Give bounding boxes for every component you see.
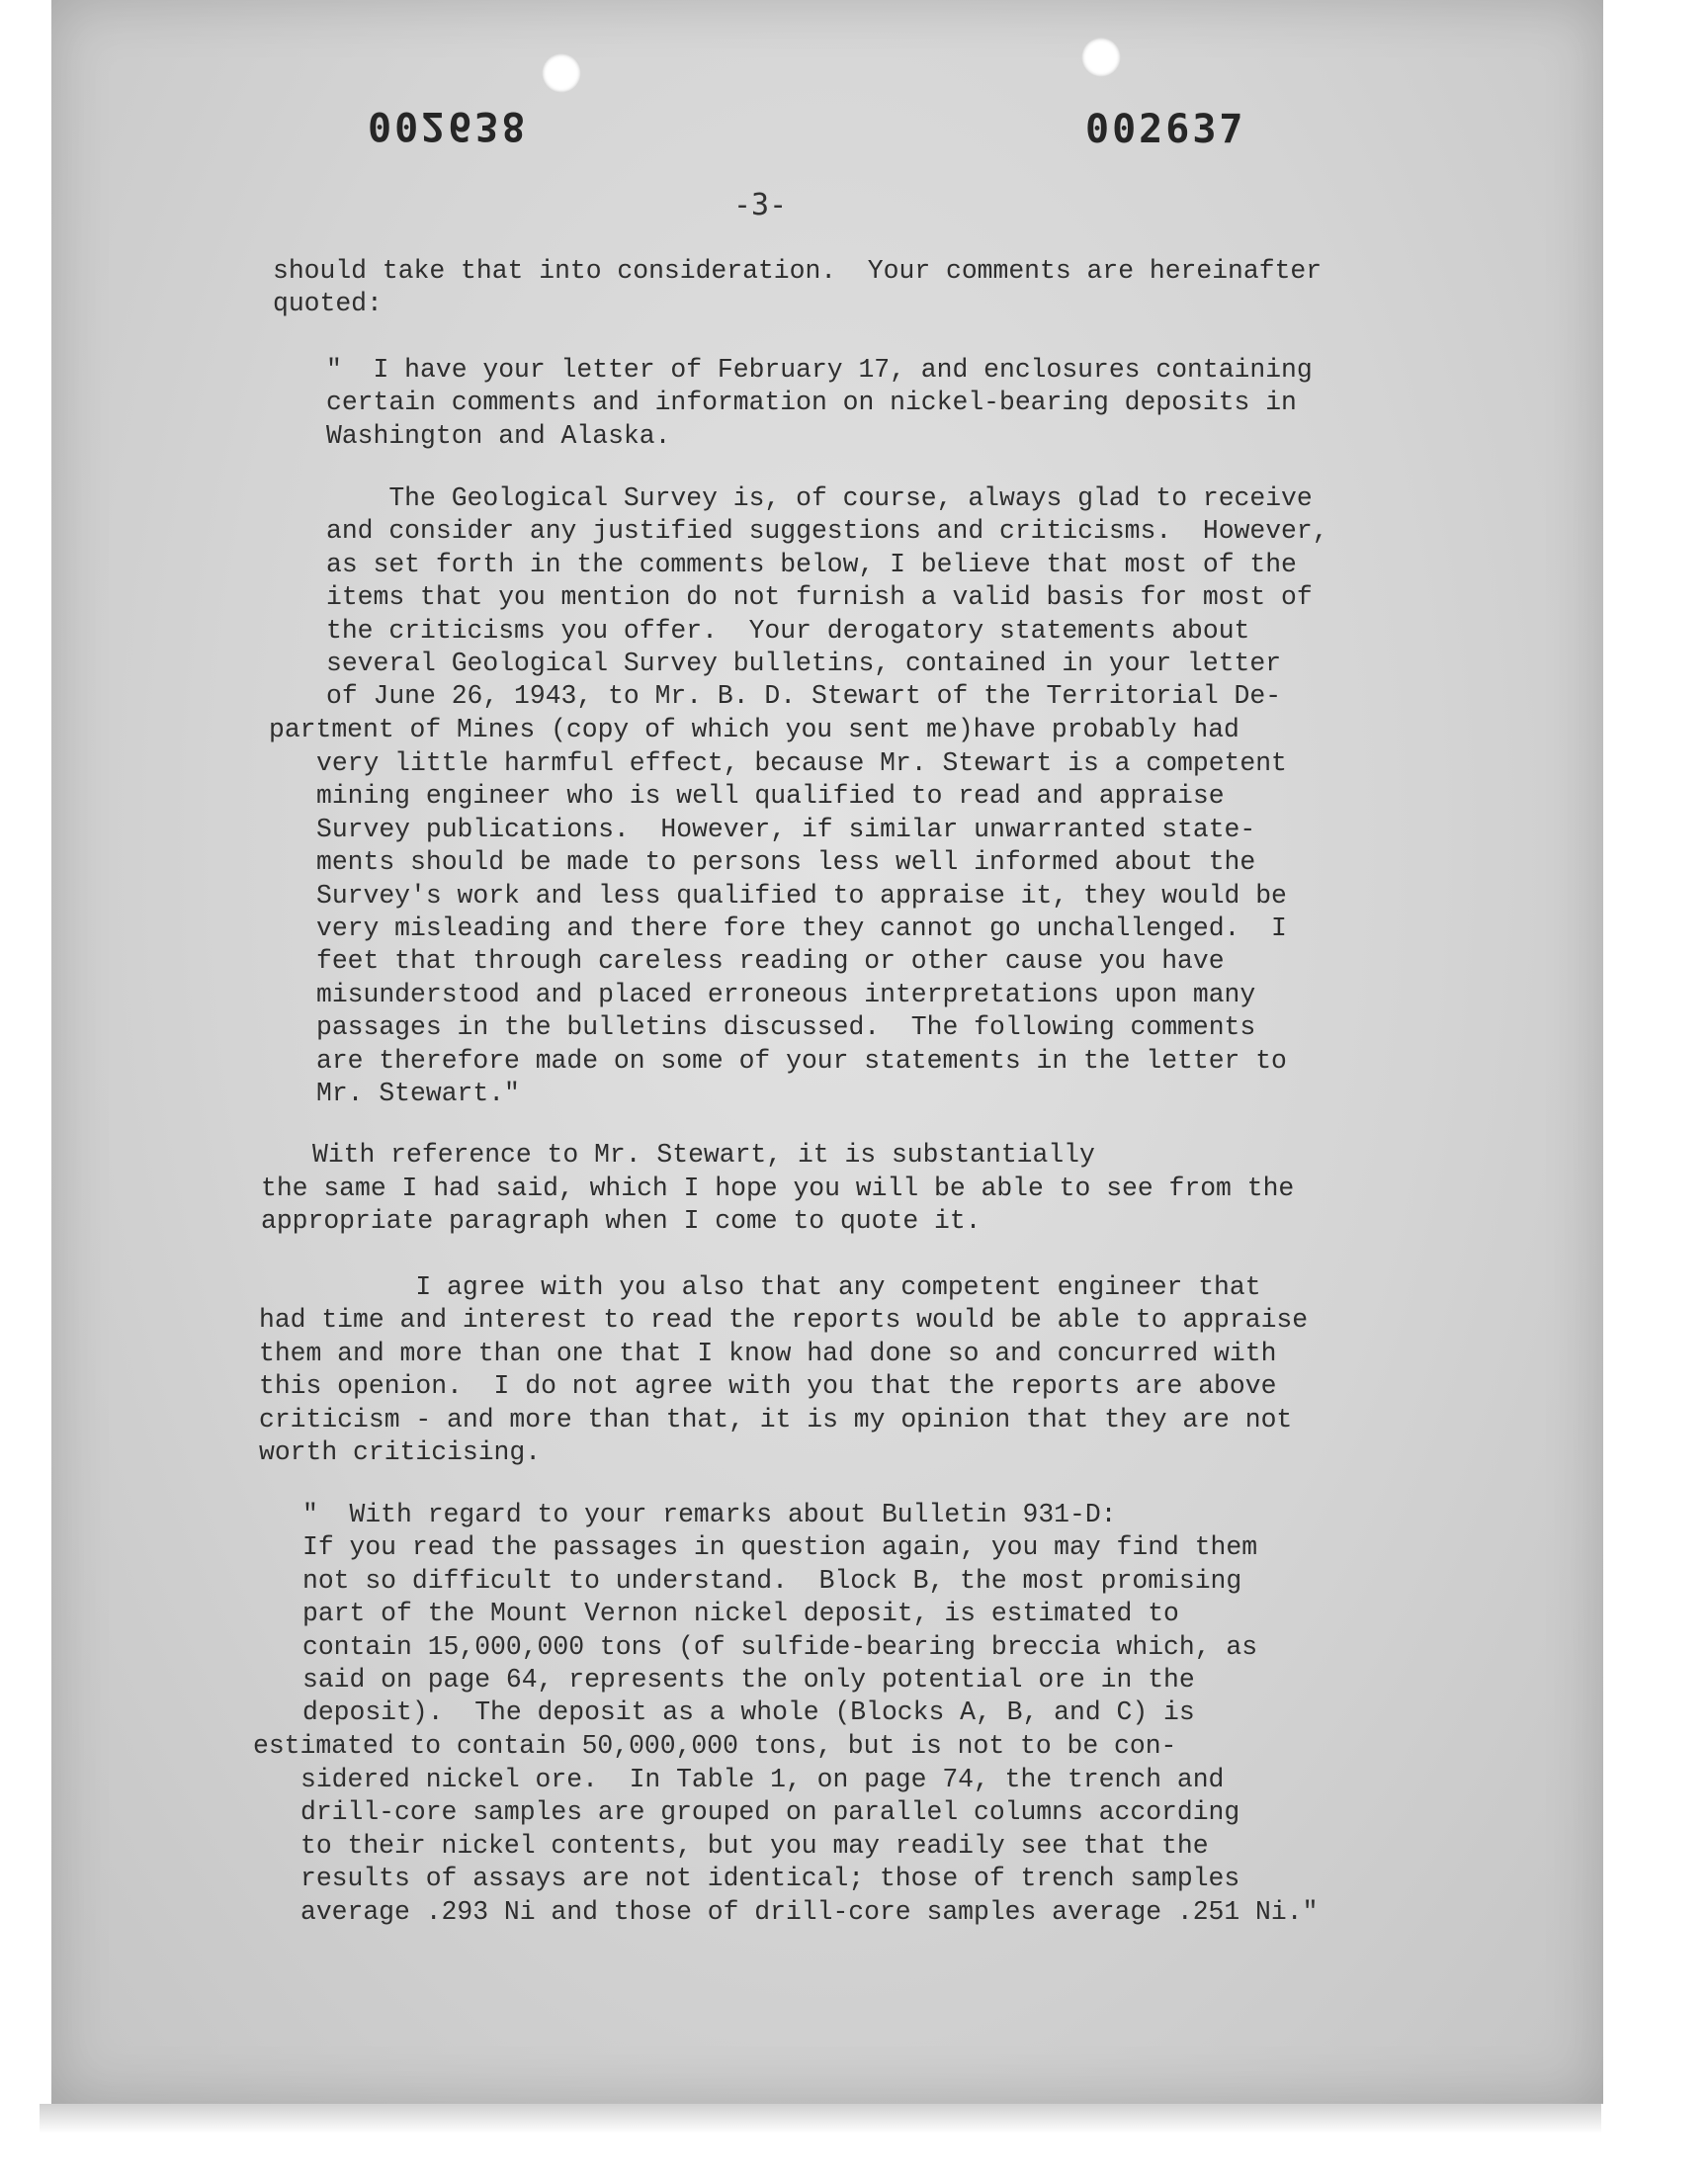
page-number: -3- <box>733 188 788 222</box>
punch-hole-left <box>542 53 581 93</box>
quote-paragraph-bulletin-cont: sidered nickel ore. In Table 1, on page 74, the trench and drill-core samples are grouped on parallel columns according to their nickel contents, but you may readily see that the results of assays are not identical; those of trench samples average .293 Ni and those of drill-core samples average .251 Ni." <box>300 1765 1319 1927</box>
paragraph-reference: With reference to Mr. Stewart, it is substantially <box>312 1140 1095 1170</box>
quote-paragraph-survey-cont: very little harmful effect, because Mr. Stewart is a competent mining engineer who is well qualified to read and appraise Survey publications. However, if similar unwarranted state- ments should be made to persons less well informed about the Survey's work and less qualified to appraise it, they would be very misleading and there fore they cannot go unchallenged. I feet that through careless reading or other cause you have misunderstood and placed erroneous interpretations upon many passages in the bulletins discussed. The following comments are therefore made on some of your statements in the letter to Mr. Stewart." <box>316 748 1287 1109</box>
quote-paragraph-survey-line: partment of Mines (copy of which you sent me)have probably had <box>269 715 1239 744</box>
paragraph-intro: should take that into consideration. Your comments are hereinafter quoted: <box>273 256 1323 319</box>
doc-number-left: 002638 <box>368 103 529 148</box>
page-bottom-edge <box>40 2104 1601 2133</box>
paragraph-agree: I agree with you also that any competent engineer that had time and interest to read the reports would be able to appraise them and more than one that I know had done so and concurred with this openion. I do not agree with you that the reports are above criticism - and more than that, it is my opinion that they are not worth criticising. <box>259 1272 1309 1468</box>
punch-hole-right <box>1081 38 1121 77</box>
paragraph-reference-cont: the same I had said, which I hope you will be able to see from the appropriate paragraph when I come to quote it. <box>261 1174 1295 1237</box>
quote-paragraph-survey: The Geological Survey is, of course, always glad to receive and consider any justified suggestions and criticisms. However, as set forth in the comments below, I believe that most of the items that you mention do not furnish a valid basis for most of the criticisms you offer. Your derogatory statements about several Geological Survey bulletins, contained in your letter of June 26, 1943, to Mr. B. D. Stewart of the Territorial De- <box>326 483 1328 712</box>
doc-number-right: 002637 <box>1085 107 1246 152</box>
quote-paragraph-bulletin-line: estimated to contain 50,000,000 tons, but is not to be con- <box>253 1731 1177 1761</box>
quote-paragraph-letter: " I have your letter of February 17, and enclosures containing certain comments and information on nickel-bearing deposits in Washington and Alaska. <box>326 355 1313 451</box>
quote-paragraph-bulletin: " With regard to your remarks about Bulletin 931-D: If you read the passages in question again, you may find them not so difficult to understand. Block B, the most promising part of the Mount Vernon nickel deposit, is estimated to contain 15,000,000 tons (of sulfide-bearing breccia which, as said on page 64, represents the only potential ore in the deposit). The deposit as a whole (Blocks A, B, and C) is <box>302 1500 1258 1728</box>
